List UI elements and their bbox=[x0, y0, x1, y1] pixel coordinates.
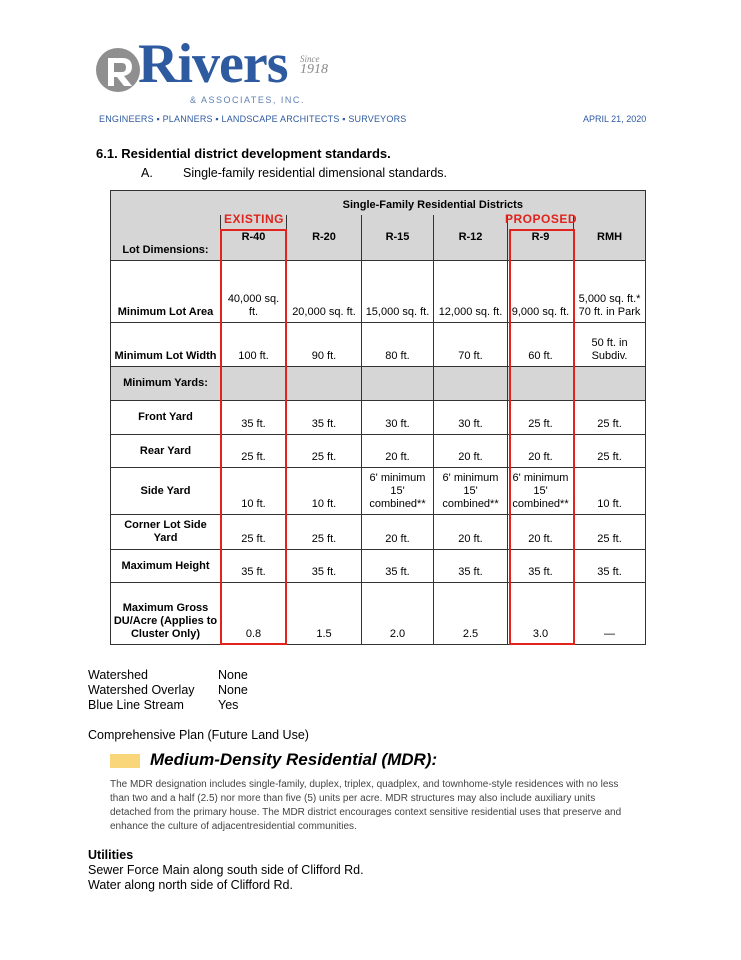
table-cell: 20 ft. bbox=[362, 515, 434, 550]
table-cell: 90 ft. bbox=[287, 323, 362, 367]
table-cell: 35 ft. bbox=[287, 401, 362, 435]
utility-line: Water along north side of Clifford Rd. bbox=[88, 878, 293, 892]
table-cell: 20 ft. bbox=[508, 435, 574, 468]
table-cell: 35 ft. bbox=[508, 550, 574, 583]
table-cell: 35 ft. bbox=[434, 550, 508, 583]
table-cell: 12,000 sq. ft. bbox=[434, 261, 508, 323]
table-cell: 25 ft. bbox=[508, 401, 574, 435]
column-header: R-15 bbox=[362, 215, 434, 261]
existing-highlight-box bbox=[220, 229, 287, 645]
table-cell: 25 ft. bbox=[287, 435, 362, 468]
row-label: Maximum Gross DU/Acre (Applies to Cluster Only) bbox=[111, 583, 221, 645]
table-cell: 6' minimum 15' combined** bbox=[508, 468, 574, 515]
table-cell: 1.5 bbox=[287, 583, 362, 645]
table-cell: 25 ft. bbox=[574, 435, 646, 468]
mdr-title: Medium-Density Residential (MDR): bbox=[150, 750, 438, 769]
property-value: None bbox=[218, 683, 248, 697]
proposed-label: PROPOSED bbox=[505, 212, 578, 226]
row-label: Minimum Yards: bbox=[111, 367, 221, 401]
comprehensive-plan-label: Comprehensive Plan (Future Land Use) bbox=[88, 728, 309, 742]
row-label: Rear Yard bbox=[111, 435, 221, 468]
logo-since: Since bbox=[300, 54, 320, 64]
table-cell: 10 ft. bbox=[574, 468, 646, 515]
table-cell: 70 ft. bbox=[434, 323, 508, 367]
column-header: R-20 bbox=[287, 215, 362, 261]
subsection-title: Single-family residential dimensional standards. bbox=[183, 166, 448, 180]
table-cell: 15,000 sq. ft. bbox=[362, 261, 434, 323]
row-label: Corner Lot Side Yard bbox=[111, 515, 221, 550]
table-cell: 30 ft. bbox=[362, 401, 434, 435]
company-tagline: ENGINEERS ▪ PLANNERS ▪ LANDSCAPE ARCHITECTS ▪ SURVEYORS bbox=[99, 114, 407, 124]
subsection-letter: A. bbox=[141, 166, 153, 180]
property-key: Watershed Overlay bbox=[88, 683, 195, 697]
company-logo bbox=[94, 33, 344, 112]
utilities-title: Utilities bbox=[88, 848, 134, 862]
table-cell: 25 ft. bbox=[574, 515, 646, 550]
proposed-highlight-box bbox=[509, 229, 575, 645]
table-cell: 2.0 bbox=[362, 583, 434, 645]
property-value: Yes bbox=[218, 698, 239, 712]
table-cell: 35 ft. bbox=[362, 550, 434, 583]
table-cell bbox=[287, 367, 362, 401]
mdr-description: The MDR designation includes single-family, duplex, triplex, quadplex, and townhome-style residences with no less than two and a half (2.5) nor more than five (5) units per acre. MDR structures may also include auxiliary units detached from the primary house. The MDR district encourages context sensitive residential uses that preserve and enhance the culture of adjacentresidential communities. bbox=[110, 779, 622, 832]
table-cell: 2.5 bbox=[434, 583, 508, 645]
logo-year: 1918 bbox=[300, 62, 328, 77]
table-cell: 60 ft. bbox=[508, 323, 574, 367]
table-cell: 5,000 sq. ft.* 70 ft. in Park bbox=[574, 261, 646, 323]
table-cell: 35 ft. bbox=[221, 550, 287, 583]
table-cell bbox=[362, 367, 434, 401]
utility-line: Sewer Force Main along south side of Clifford Rd. bbox=[88, 863, 364, 877]
column-header: RMH bbox=[574, 215, 646, 261]
document-date: APRIL 21, 2020 bbox=[583, 114, 647, 124]
row-label: Side Yard bbox=[111, 468, 221, 515]
table-cell bbox=[574, 367, 646, 401]
table-cell: 25 ft. bbox=[221, 515, 287, 550]
row-label: Front Yard bbox=[111, 401, 221, 435]
column-header: R-12 bbox=[434, 215, 508, 261]
table-cell: 20 ft. bbox=[434, 435, 508, 468]
row-label: Maximum Height bbox=[111, 550, 221, 583]
table-cell: — bbox=[574, 583, 646, 645]
table-cell: 80 ft. bbox=[362, 323, 434, 367]
table-cell: 20,000 sq. ft. bbox=[287, 261, 362, 323]
table-cell: 10 ft. bbox=[221, 468, 287, 515]
mdr-color-swatch bbox=[110, 754, 140, 768]
table-cell: 25 ft. bbox=[221, 435, 287, 468]
table-cell: 10 ft. bbox=[287, 468, 362, 515]
column-header: R-9 bbox=[508, 215, 574, 261]
table-cell: 25 ft. bbox=[287, 515, 362, 550]
table-cell: 3.0 bbox=[508, 583, 574, 645]
table-cell: 20 ft. bbox=[362, 435, 434, 468]
table-caption-row bbox=[111, 191, 646, 215]
table-cell: 100 ft. bbox=[221, 323, 287, 367]
table-cell bbox=[434, 367, 508, 401]
lot-dimensions-header: Lot Dimensions: bbox=[111, 215, 221, 261]
table-cell: 25 ft. bbox=[574, 401, 646, 435]
table-cell: 30 ft. bbox=[434, 401, 508, 435]
logo-mark-icon bbox=[94, 46, 142, 94]
property-key: Watershed bbox=[88, 668, 148, 682]
table-cell: 20 ft. bbox=[508, 515, 574, 550]
logo-wordmark: Rivers bbox=[138, 33, 288, 95]
table-cell: 40,000 sq. ft. bbox=[221, 261, 287, 323]
table-cell: 0.8 bbox=[221, 583, 287, 645]
table-cell: 35 ft. bbox=[221, 401, 287, 435]
section-title: 6.1. Residential district development standards. bbox=[96, 146, 391, 161]
row-label: Minimum Lot Width bbox=[111, 323, 221, 367]
table-cell: 35 ft. bbox=[287, 550, 362, 583]
property-key: Blue Line Stream bbox=[88, 698, 184, 712]
column-header: R-40 bbox=[221, 215, 287, 261]
table-cell: 6' minimum 15' combined** bbox=[362, 468, 434, 515]
property-value: None bbox=[218, 668, 248, 682]
table-cell: 6' minimum 15' combined** bbox=[434, 468, 508, 515]
row-label: Minimum Lot Area bbox=[111, 261, 221, 323]
table-caption: Single-Family Residential Districts bbox=[221, 191, 646, 215]
table-cell: 20 ft. bbox=[434, 515, 508, 550]
table-cell: 50 ft. in Subdiv. bbox=[574, 323, 646, 367]
existing-label: EXISTING bbox=[224, 212, 285, 226]
logo-associates: & ASSOCIATES, INC. bbox=[190, 95, 305, 105]
table-cell: 9,000 sq. ft. bbox=[508, 261, 574, 323]
table-cell: 35 ft. bbox=[574, 550, 646, 583]
